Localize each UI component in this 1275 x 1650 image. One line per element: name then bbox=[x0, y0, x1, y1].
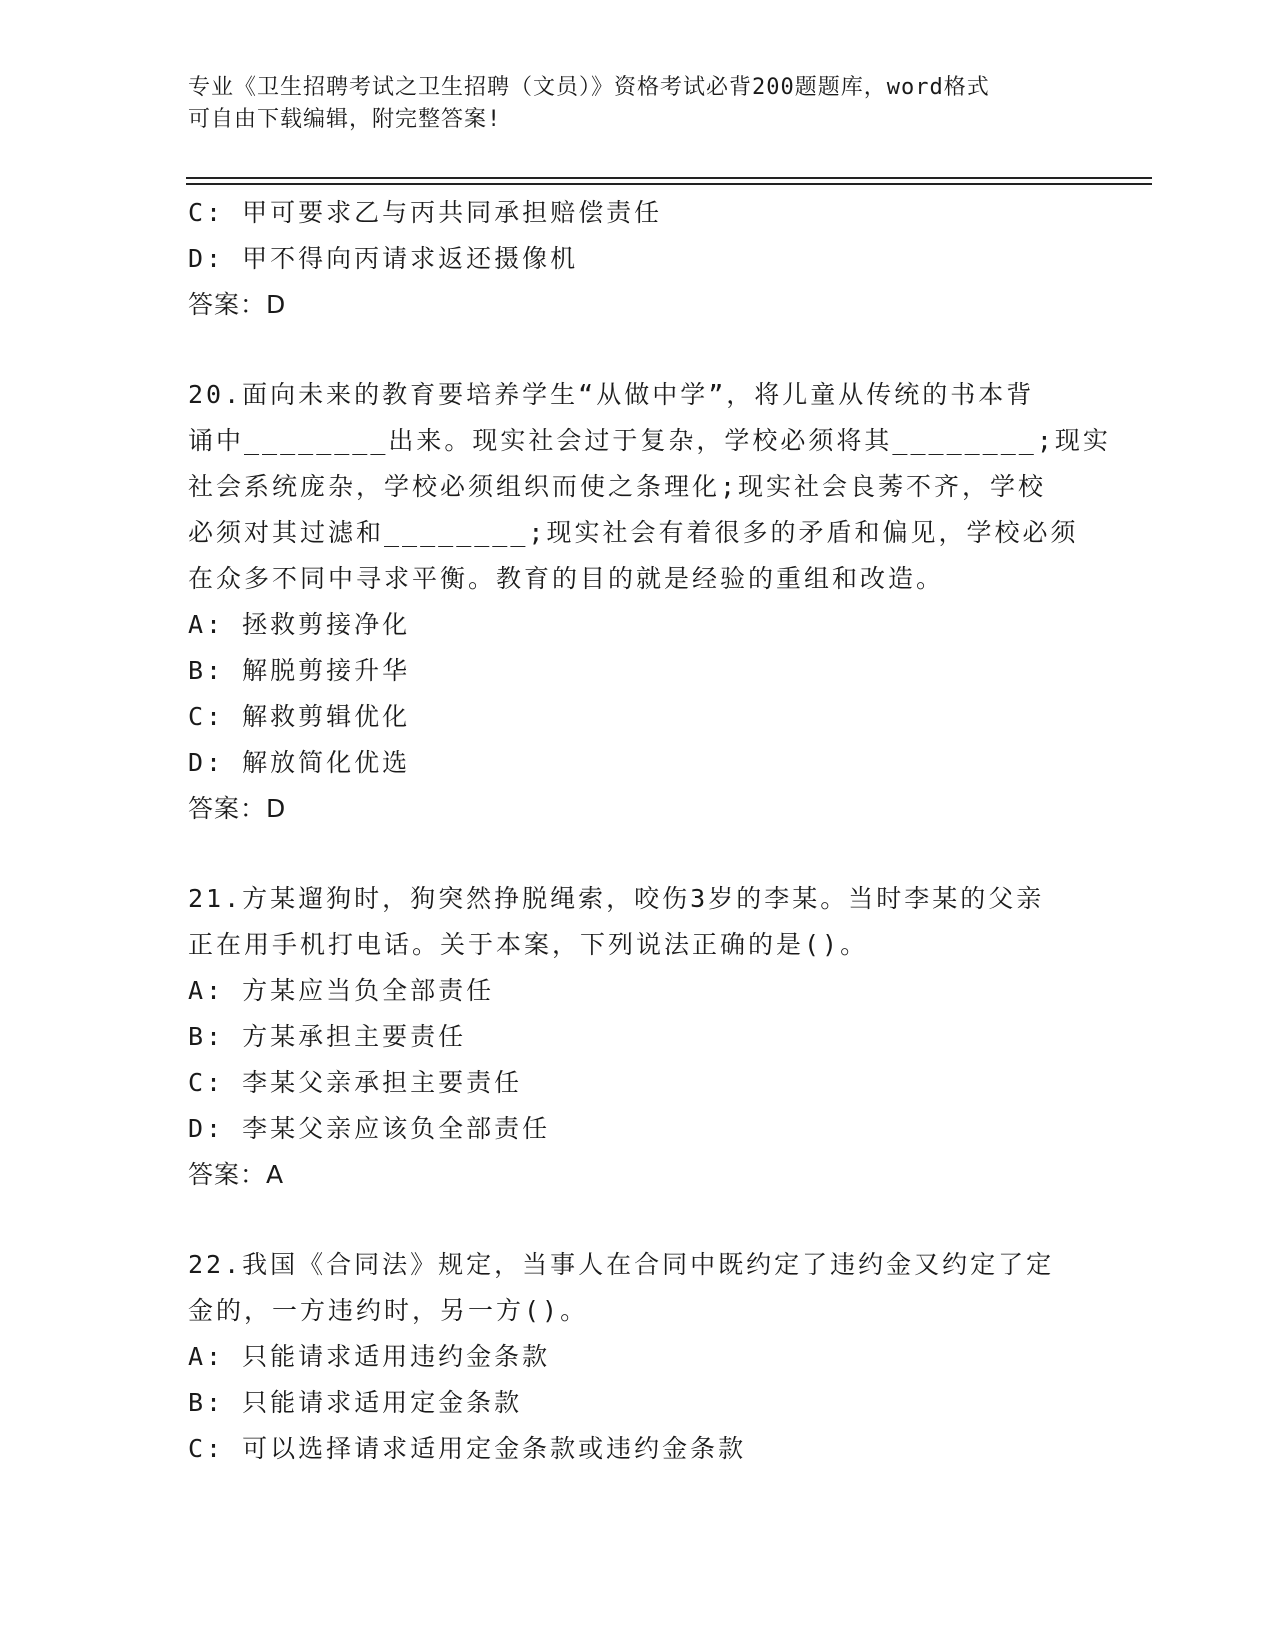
option-d: D: 李某父亲应该负全部责任 bbox=[188, 1114, 551, 1143]
question-stem-line: 21.方某遛狗时，狗突然挣脱绳索，咬伤3岁的李某。当时李某的父亲 bbox=[188, 884, 1045, 913]
option-c: C: 可以选择请求适用定金条款或违约金条款 bbox=[188, 1434, 747, 1463]
option-a: A: 拯救剪接净化 bbox=[188, 610, 411, 639]
question-19-tail bbox=[188, 190, 1088, 328]
header-title-line-1: 专业《卫生招聘考试之卫生招聘（文员）》资格考试必背200题题库，word格式 bbox=[188, 75, 990, 100]
question-stem-line: 诵中________出来。现实社会过于复杂，学校必须将其________;现实 bbox=[188, 426, 1111, 455]
answer: 答案：D bbox=[188, 290, 287, 319]
question-21 bbox=[188, 876, 1088, 1198]
option-c: C: 李某父亲承担主要责任 bbox=[188, 1068, 523, 1097]
option-b: B: 方某承担主要责任 bbox=[188, 1022, 467, 1051]
question-20 bbox=[188, 372, 1111, 832]
question-stem-line: 必须对其过滤和________;现实社会有着很多的矛盾和偏见，学校必须 bbox=[188, 518, 1079, 547]
question-list bbox=[188, 190, 1111, 1472]
option-d: D: 解放简化优选 bbox=[188, 748, 411, 777]
option-a: A: 只能请求适用违约金条款 bbox=[188, 1342, 551, 1371]
question-stem-line: 正在用手机打电话。关于本案，下列说法正确的是()。 bbox=[188, 930, 869, 959]
option-a: A: 方某应当负全部责任 bbox=[188, 976, 495, 1005]
question-stem-line: 22.我国《合同法》规定，当事人在合同中既约定了违约金又约定了定 bbox=[188, 1250, 1055, 1279]
answer: 答案：D bbox=[188, 794, 287, 823]
question-stem-line: 金的，一方违约时，另一方()。 bbox=[188, 1296, 589, 1325]
answer: 答案：A bbox=[188, 1160, 285, 1189]
option-c: C: 甲可要求乙与丙共同承担赔偿责任 bbox=[188, 198, 663, 227]
question-stem-line: 20.面向未来的教育要培养学生“从做中学”，将儿童从传统的书本背 bbox=[188, 380, 1035, 409]
question-stem-line: 在众多不同中寻求平衡。教育的目的就是经验的重组和改造。 bbox=[188, 564, 945, 593]
page-header bbox=[188, 72, 1068, 136]
header-rule-top bbox=[186, 177, 1152, 179]
question-22 bbox=[188, 1242, 1088, 1472]
header-title-line-2: 可自由下载编辑，附完整答案! bbox=[188, 107, 502, 132]
option-c: C: 解救剪辑优化 bbox=[188, 702, 411, 731]
option-d: D: 甲不得向丙请求返还摄像机 bbox=[188, 244, 579, 273]
option-b: B: 解脱剪接升华 bbox=[188, 656, 411, 685]
option-b: B: 只能请求适用定金条款 bbox=[188, 1388, 523, 1417]
header-rule-bottom bbox=[186, 183, 1152, 185]
question-stem-line: 社会系统庞杂，学校必须组织而使之条理化;现实社会良莠不齐，学校 bbox=[188, 472, 1047, 501]
